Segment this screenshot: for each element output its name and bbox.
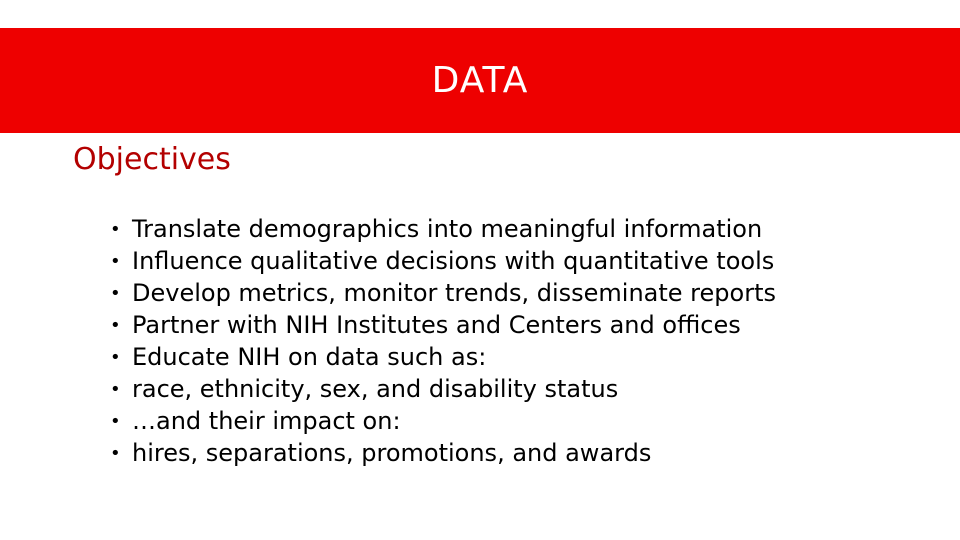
slide-subtitle: Objectives (73, 142, 231, 177)
objective-text: Influence qualitative decisions with quantitative tools (132, 247, 775, 275)
objective-text: Translate demographics into meaningful information (132, 215, 763, 243)
objective-text: race, ethnicity, sex, and disability status (132, 375, 619, 403)
slide-title-container (0, 28, 960, 133)
bullet-icon: • (110, 219, 121, 240)
slide-title: DATA (431, 60, 529, 101)
bullet-icon: • (110, 411, 121, 432)
objective-text: Partner with NIH Institutes and Centers and offices (132, 311, 741, 339)
bullet-icon: • (110, 251, 121, 272)
objective-text: Educate NIH on data such as: (132, 343, 487, 371)
bullet-icon: • (110, 283, 121, 304)
objective-text: hires, separations, promotions, and awards (132, 439, 652, 467)
bullet-icon: • (110, 379, 121, 400)
bullet-icon: • (110, 347, 121, 368)
bullet-icon: • (110, 315, 121, 336)
objective-text: …and their impact on: (132, 407, 401, 435)
objective-text: Develop metrics, monitor trends, disseminate reports (132, 279, 776, 307)
bullet-icon: • (110, 443, 121, 464)
